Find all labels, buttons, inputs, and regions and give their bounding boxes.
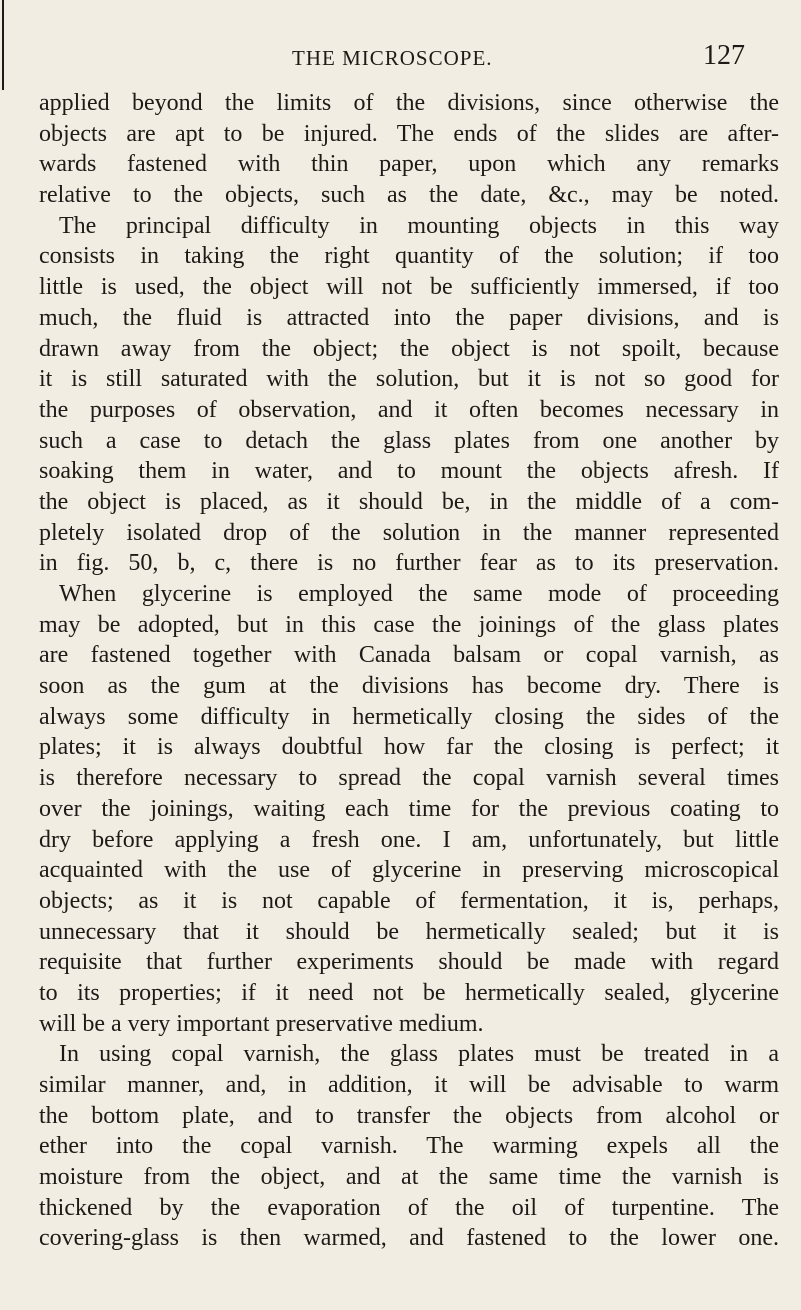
- body-text: [39, 88, 779, 1254]
- text-line: are fastened together with Canada balsam or copal varnish, as: [39, 642, 779, 669]
- text-line: it is still saturated with the solution, but it is not so good for: [39, 366, 779, 393]
- page-number: 127: [703, 40, 745, 71]
- text-line: may be adopted, but in this case the joinings of the glass plates: [39, 611, 779, 638]
- text-line: drawn away from the object; the object is not spoilt, because: [39, 335, 779, 362]
- text-line: covering-glass is then warmed, and fastened to the lower one.: [39, 1225, 779, 1252]
- text-line: The principal difficulty in mounting objects in this way: [59, 212, 779, 239]
- text-line: soon as the gum at the divisions has become dry. There is: [39, 673, 779, 700]
- page-header: [0, 40, 801, 84]
- text-line: acquainted with the use of glycerine in preserving microscopical: [39, 857, 779, 884]
- text-line: objects; as it is not capable of fermentation, it is, perhaps,: [39, 887, 779, 914]
- text-line: in fig. 50, b, c, there is no further fear as to its preservation.: [39, 550, 779, 577]
- text-line: moisture from the object, and at the same time the varnish is: [39, 1164, 779, 1191]
- text-line: consists in taking the right quantity of the solution; if too: [39, 243, 779, 270]
- text-line: In using copal varnish, the glass plates must be treated in a: [59, 1041, 779, 1068]
- text-line: soaking them in water, and to mount the objects afresh. If: [39, 458, 779, 485]
- running-title: THE MICROSCOPE.: [292, 46, 493, 70]
- text-line: relative to the objects, such as the date, &c., may be noted.: [39, 182, 779, 209]
- text-line: little is used, the object will not be sufficiently immersed, if too: [39, 274, 779, 301]
- text-line: pletely isolated drop of the solution in the manner represented: [39, 519, 779, 546]
- text-line: over the joinings, waiting each time for the previous coating to: [39, 795, 779, 822]
- text-line: will be a very important preservative medium.: [39, 1010, 484, 1037]
- text-line: unnecessary that it should be hermetically sealed; but it is: [39, 918, 779, 945]
- text-line: ether into the copal varnish. The warming expels all the: [39, 1133, 779, 1160]
- text-line: dry before applying a fresh one. I am, unfortunately, but little: [39, 826, 779, 853]
- text-line: similar manner, and, in addition, it will be advisable to warm: [39, 1072, 779, 1098]
- text-line: When glycerine is employed the same mode of proceeding: [59, 581, 779, 607]
- text-line: plates; it is always doubtful how far the closing is perfect; it: [39, 734, 779, 761]
- text-line: wards fastened with thin paper, upon which any remarks: [39, 151, 779, 178]
- text-line: the purposes of observation, and it often becomes necessary in: [39, 396, 779, 423]
- text-line: thickened by the evaporation of the oil of turpentine. The: [39, 1194, 779, 1221]
- text-line: applied beyond the limits of the divisions, since otherwise the: [39, 90, 779, 116]
- text-line: the bottom plate, and to transfer the objects from alcohol or: [39, 1102, 779, 1129]
- text-line: requisite that further experiments should be made with regard: [39, 949, 779, 976]
- text-line: much, the fluid is attracted into the paper divisions, and is: [39, 304, 779, 331]
- text-line: such a case to detach the glass plates from one another by: [39, 427, 779, 454]
- text-line: the object is placed, as it should be, in the middle of a com-: [39, 488, 779, 515]
- text-line: is therefore necessary to spread the copal varnish several times: [39, 765, 779, 792]
- text-line: to its properties; if it need not be hermetically sealed, glycerine: [39, 979, 779, 1006]
- text-line: always some difficulty in hermetically closing the sides of the: [39, 703, 779, 730]
- text-line: objects are apt to be injured. The ends of the slides are after-: [39, 120, 779, 147]
